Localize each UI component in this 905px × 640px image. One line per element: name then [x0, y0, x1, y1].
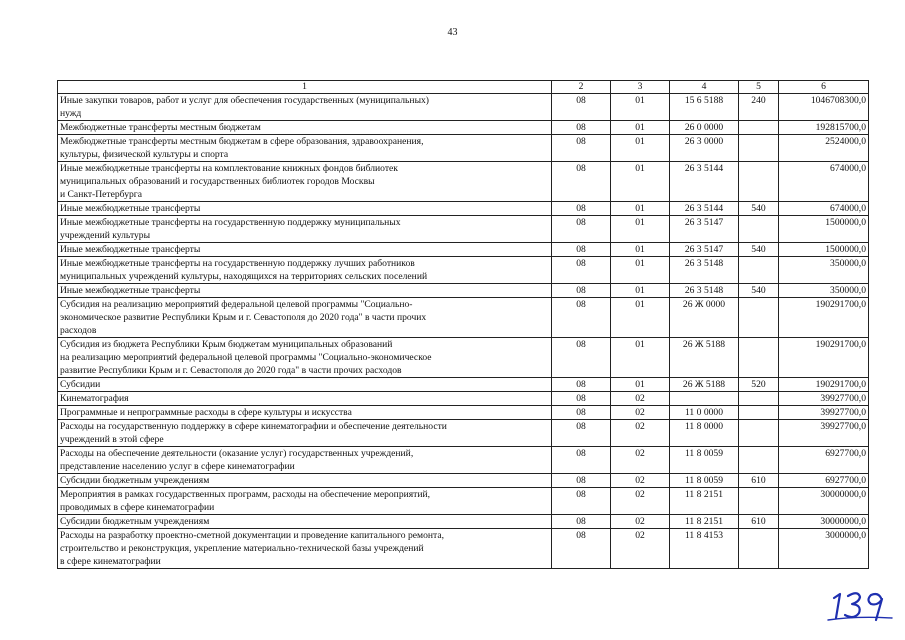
section-code-cell: 08 — [552, 378, 611, 392]
row-name-line: Иные межбюджетные трансферты на государственную поддержку муниципальных — [60, 217, 401, 228]
expense-type-cell — [739, 121, 779, 135]
row-name-cell — [58, 474, 552, 488]
table-row — [58, 406, 869, 420]
expense-type-cell — [739, 420, 779, 447]
row-name-cell — [58, 243, 552, 257]
budget-table — [57, 80, 869, 569]
table-row — [58, 447, 869, 474]
amount-cell: 39927700,0 — [779, 392, 869, 406]
subsection-code-cell: 02 — [611, 447, 670, 474]
row-name-line: Субсидии бюджетным учреждениям — [60, 475, 210, 486]
table-row — [58, 162, 869, 202]
row-name-cell — [58, 447, 552, 474]
expense-type-cell — [739, 406, 779, 420]
expense-type-cell — [739, 135, 779, 162]
target-article-cell: 26 3 5144 — [670, 162, 739, 202]
header-cell: 3 — [611, 81, 670, 94]
table-row — [58, 202, 869, 216]
row-name-line: Межбюджетные трансферты местным бюджетам — [60, 122, 261, 133]
row-name-line: Иные межбюджетные трансферты на государственную поддержку лучших работников — [60, 258, 415, 269]
subsection-code-cell: 02 — [611, 488, 670, 515]
row-name-cell — [58, 298, 552, 338]
table-row — [58, 298, 869, 338]
header-cell: 5 — [739, 81, 779, 94]
row-name-cell — [58, 529, 552, 569]
table-row — [58, 243, 869, 257]
target-article-cell: 11 0 0000 — [670, 406, 739, 420]
expense-type-cell — [739, 488, 779, 515]
table-row — [58, 338, 869, 378]
subsection-code-cell: 01 — [611, 338, 670, 378]
row-name-line: учреждений культуры — [60, 230, 151, 241]
target-article-cell: 11 8 0059 — [670, 447, 739, 474]
table-row — [58, 420, 869, 447]
subsection-code-cell: 01 — [611, 216, 670, 243]
row-name-line: на реализацию мероприятий федеральной целевой программы "Социально-экономическое — [60, 352, 432, 363]
row-name-line: расходов — [60, 325, 97, 336]
row-name-cell — [58, 202, 552, 216]
subsection-code-cell: 01 — [611, 121, 670, 135]
amount-cell: 30000000,0 — [779, 488, 869, 515]
target-article-cell: 26 0 0000 — [670, 121, 739, 135]
row-name-line: развитие Республики Крым и г. Севастополя до 2020 года" в части прочих расходов — [60, 365, 402, 376]
header-cell: 1 — [58, 81, 552, 94]
section-code-cell: 08 — [552, 338, 611, 378]
amount-cell: 39927700,0 — [779, 420, 869, 447]
expense-type-cell — [739, 257, 779, 284]
section-code-cell: 08 — [552, 284, 611, 298]
table-row — [58, 378, 869, 392]
row-name-line: Мероприятия в рамках государственных программ, расходы на обеспечение мероприятий, — [60, 489, 431, 500]
row-name-line: Иные закупки товаров, работ и услуг для обеспечения государственных (муниципальных) — [60, 95, 430, 106]
table-row — [58, 474, 869, 488]
expense-type-cell — [739, 447, 779, 474]
subsection-code-cell: 02 — [611, 392, 670, 406]
expense-type-cell — [739, 216, 779, 243]
table-row — [58, 94, 869, 121]
subsection-code-cell: 02 — [611, 515, 670, 529]
amount-cell: 674000,0 — [779, 162, 869, 202]
table-row — [58, 488, 869, 515]
table-body — [58, 94, 869, 569]
target-article-cell: 26 Ж 5188 — [670, 338, 739, 378]
row-name-line: проводимых в сфере кинематографии — [60, 502, 215, 513]
expense-type-cell: 610 — [739, 474, 779, 488]
expense-type-cell: 540 — [739, 243, 779, 257]
section-code-cell: 08 — [552, 406, 611, 420]
header-cell: 4 — [670, 81, 739, 94]
row-name-line: Субсидия из бюджета Республики Крым бюджетам муниципальных образований — [60, 339, 393, 350]
amount-cell: 1500000,0 — [779, 243, 869, 257]
row-name-cell — [58, 257, 552, 284]
amount-cell: 192815700,0 — [779, 121, 869, 135]
expense-type-cell: 610 — [739, 515, 779, 529]
row-name-line: Иные межбюджетные трансферты на комплектование книжных фондов библиотек — [60, 163, 398, 174]
handwritten-page-mark — [826, 588, 896, 622]
subsection-code-cell: 01 — [611, 162, 670, 202]
table-row — [58, 284, 869, 298]
row-name-line: культуры, физической культуры и спорта — [60, 149, 229, 160]
section-code-cell: 08 — [552, 94, 611, 121]
section-code-cell: 08 — [552, 515, 611, 529]
subsection-code-cell: 02 — [611, 474, 670, 488]
subsection-code-cell: 01 — [611, 202, 670, 216]
table-row — [58, 135, 869, 162]
section-code-cell: 08 — [552, 392, 611, 406]
section-code-cell: 08 — [552, 162, 611, 202]
section-code-cell: 08 — [552, 447, 611, 474]
subsection-code-cell: 01 — [611, 94, 670, 121]
target-article-cell: 11 8 4153 — [670, 529, 739, 569]
expense-type-cell: 240 — [739, 94, 779, 121]
row-name-line: Расходы на разработку проектно-сметной документации и проведение капитального ремонта, — [60, 530, 444, 541]
row-name-line: Иные межбюджетные трансферты — [60, 203, 201, 214]
row-name-cell — [58, 392, 552, 406]
row-name-cell — [58, 284, 552, 298]
section-code-cell: 08 — [552, 488, 611, 515]
amount-cell: 1046708300,0 — [779, 94, 869, 121]
section-code-cell: 08 — [552, 216, 611, 243]
expense-type-cell: 540 — [739, 284, 779, 298]
amount-cell: 190291700,0 — [779, 378, 869, 392]
row-name-line: Программные и непрограммные расходы в сфере культуры и искусства — [60, 407, 352, 418]
amount-cell: 3000000,0 — [779, 529, 869, 569]
row-name-line: муниципальных образований и государственных библиотек городов Москвы — [60, 176, 375, 187]
row-name-cell — [58, 94, 552, 121]
target-article-cell — [670, 392, 739, 406]
table-row — [58, 216, 869, 243]
subsection-code-cell: 01 — [611, 378, 670, 392]
target-article-cell: 26 3 5147 — [670, 243, 739, 257]
target-article-cell: 26 Ж 0000 — [670, 298, 739, 338]
target-article-cell: 26 Ж 5188 — [670, 378, 739, 392]
expense-type-cell — [739, 392, 779, 406]
row-name-cell — [58, 162, 552, 202]
table-row — [58, 529, 869, 569]
row-name-cell — [58, 406, 552, 420]
page-number: 43 — [447, 27, 458, 38]
amount-cell: 30000000,0 — [779, 515, 869, 529]
row-name-cell — [58, 420, 552, 447]
target-article-cell: 26 3 5144 — [670, 202, 739, 216]
row-name-line: Расходы на государственную поддержку в сфере кинематографии и обеспечение деятельности — [60, 421, 447, 432]
section-code-cell: 08 — [552, 298, 611, 338]
row-name-line: Иные межбюджетные трансферты — [60, 285, 201, 296]
expense-type-cell — [739, 162, 779, 202]
row-name-line: Межбюджетные трансферты местным бюджетам в сфере образования, здравоохранения, — [60, 136, 424, 147]
target-article-cell: 15 6 5188 — [670, 94, 739, 121]
header-cell: 2 — [552, 81, 611, 94]
row-name-line: Субсидии — [60, 379, 101, 390]
amount-cell: 6927700,0 — [779, 474, 869, 488]
section-code-cell: 08 — [552, 529, 611, 569]
row-name-line: нужд — [60, 108, 82, 119]
target-article-cell: 11 8 2151 — [670, 488, 739, 515]
subsection-code-cell: 02 — [611, 406, 670, 420]
row-name-line: строительство и реконструкция, укрепление материально-технической базы учреждений — [60, 543, 424, 554]
section-code-cell: 08 — [552, 474, 611, 488]
subsection-code-cell: 02 — [611, 529, 670, 569]
expense-type-cell — [739, 298, 779, 338]
row-name-line: Расходы на обеспечение деятельности (оказание услуг) государственных учреждений, — [60, 448, 414, 459]
amount-cell: 39927700,0 — [779, 406, 869, 420]
target-article-cell: 26 3 5148 — [670, 284, 739, 298]
row-name-line: Субсидии бюджетным учреждениям — [60, 516, 210, 527]
amount-cell: 674000,0 — [779, 202, 869, 216]
row-name-line: и Санкт-Петербурга — [60, 189, 142, 200]
table-row — [58, 121, 869, 135]
section-code-cell: 08 — [552, 121, 611, 135]
header-cell: 6 — [779, 81, 869, 94]
expense-type-cell — [739, 338, 779, 378]
subsection-code-cell: 01 — [611, 284, 670, 298]
row-name-line: Субсидия на реализацию мероприятий федеральной целевой программы "Социально- — [60, 299, 413, 310]
row-name-cell — [58, 135, 552, 162]
subsection-code-cell: 01 — [611, 298, 670, 338]
row-name-line: в сфере кинематографии — [60, 556, 161, 567]
row-name-line: учреждений в этой сфере — [60, 434, 164, 445]
subsection-code-cell: 01 — [611, 243, 670, 257]
target-article-cell: 26 3 5148 — [670, 257, 739, 284]
amount-cell: 1500000,0 — [779, 216, 869, 243]
target-article-cell: 26 3 5147 — [670, 216, 739, 243]
section-code-cell: 08 — [552, 243, 611, 257]
row-name-cell — [58, 216, 552, 243]
table-row — [58, 515, 869, 529]
row-name-line: представление населению услуг в сфере кинематографии — [60, 461, 295, 472]
target-article-cell: 11 8 2151 — [670, 515, 739, 529]
row-name-line: муниципальных учреждений культуры, находящихся на территориях сельских поселений — [60, 271, 428, 282]
amount-cell: 350000,0 — [779, 284, 869, 298]
subsection-code-cell: 01 — [611, 135, 670, 162]
target-article-cell: 26 3 0000 — [670, 135, 739, 162]
amount-cell: 190291700,0 — [779, 298, 869, 338]
row-name-cell — [58, 378, 552, 392]
row-name-line: Иные межбюджетные трансферты — [60, 244, 201, 255]
row-name-cell — [58, 515, 552, 529]
expense-type-cell: 540 — [739, 202, 779, 216]
row-name-cell — [58, 121, 552, 135]
target-article-cell: 11 8 0059 — [670, 474, 739, 488]
table-row — [58, 257, 869, 284]
row-name-line: экономическое развитие Республики Крым и г. Севастополя до 2020 года" в части прочих — [60, 312, 427, 323]
row-name-line: Кинематография — [60, 393, 129, 404]
amount-cell: 6927700,0 — [779, 447, 869, 474]
expense-type-cell — [739, 529, 779, 569]
row-name-cell — [58, 488, 552, 515]
amount-cell: 2524000,0 — [779, 135, 869, 162]
expense-type-cell: 520 — [739, 378, 779, 392]
target-article-cell: 11 8 0000 — [670, 420, 739, 447]
subsection-code-cell: 01 — [611, 257, 670, 284]
subsection-code-cell: 02 — [611, 420, 670, 447]
section-code-cell: 08 — [552, 257, 611, 284]
row-name-cell — [58, 338, 552, 378]
amount-cell: 190291700,0 — [779, 338, 869, 378]
header-row — [58, 81, 869, 94]
amount-cell: 350000,0 — [779, 257, 869, 284]
section-code-cell: 08 — [552, 202, 611, 216]
section-code-cell: 08 — [552, 135, 611, 162]
table-row — [58, 392, 869, 406]
section-code-cell: 08 — [552, 420, 611, 447]
